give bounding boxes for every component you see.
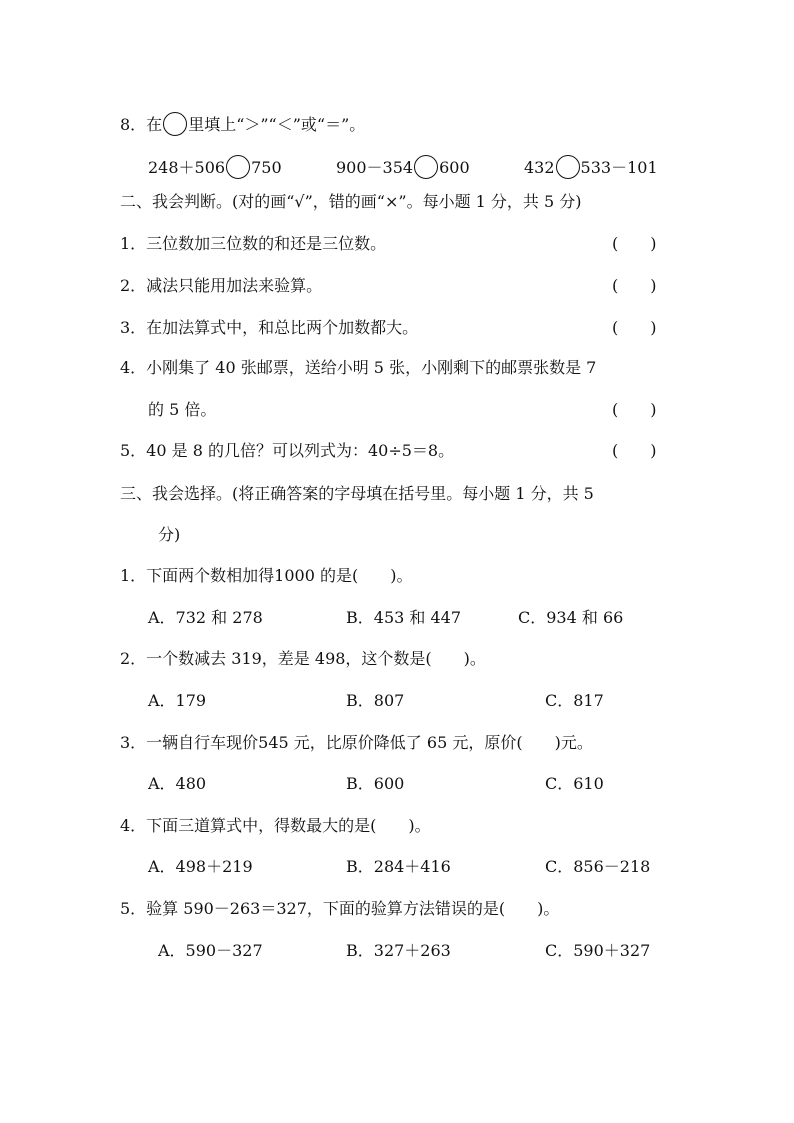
choice-question-2: 2．一个数减去 319，差是 498，这个数是( )。 bbox=[120, 649, 486, 668]
answer-parentheses[interactable]: ( ) bbox=[612, 400, 657, 419]
q8-item-1: 248＋506 750 bbox=[148, 155, 282, 179]
judge-item-4: 4．小刚集了 40 张邮票，送给小明 5 张，小刚剩下的邮票张数是 7 bbox=[120, 358, 597, 377]
q8-item-3: 432 533－101 bbox=[524, 155, 658, 179]
option-c[interactable]: C．856－218 bbox=[545, 857, 651, 876]
q8-instruction: 8．在 里填上“＞”“＜”或“＝”。 bbox=[120, 112, 365, 136]
option-a[interactable]: A．480 bbox=[148, 774, 207, 793]
comparison-circle[interactable] bbox=[414, 155, 438, 179]
option-c[interactable]: C．934 和 66 bbox=[518, 608, 624, 627]
option-b[interactable]: B．327＋263 bbox=[346, 941, 451, 960]
option-b[interactable]: B．600 bbox=[346, 774, 405, 793]
section3-title-cont: 分) bbox=[158, 525, 181, 544]
section2-title: 二、我会判断。(对的画“√”，错的画“×”。每小题 1 分，共 5 分) bbox=[120, 192, 582, 211]
answer-parentheses[interactable]: ( ) bbox=[612, 318, 657, 337]
option-b[interactable]: B．453 和 447 bbox=[346, 608, 462, 627]
choice-question-1: 1．下面两个数相加得1000 的是( )。 bbox=[120, 566, 413, 585]
choice-question-4: 4．下面三道算式中，得数最大的是( )。 bbox=[120, 816, 431, 835]
comparison-circle[interactable] bbox=[226, 155, 250, 179]
option-c[interactable]: C．590＋327 bbox=[545, 941, 651, 960]
section3-title: 三、我会选择。(将正确答案的字母填在括号里。每小题 1 分，共 5 bbox=[120, 484, 594, 503]
judge-item-5: 5．40 是 8 的几倍？可以列式为：40÷5＝8。 bbox=[120, 441, 455, 460]
answer-parentheses[interactable]: ( ) bbox=[612, 441, 657, 460]
option-a[interactable]: A．179 bbox=[148, 691, 207, 710]
judge-item-3: 3．在加法算式中，和总比两个加数都大。 bbox=[120, 318, 419, 337]
option-a[interactable]: A．590－327 bbox=[158, 941, 263, 960]
option-a[interactable]: A．498＋219 bbox=[148, 857, 253, 876]
choice-question-5: 5．验算 590－263＝327，下面的验算方法错误的是( )。 bbox=[120, 899, 560, 918]
option-b[interactable]: B．807 bbox=[346, 691, 405, 710]
comparison-circle[interactable] bbox=[163, 112, 187, 136]
option-b[interactable]: B．284＋416 bbox=[346, 857, 451, 876]
judge-item-1: 1．三位数加三位数的和还是三位数。 bbox=[120, 234, 387, 253]
option-c[interactable]: C．817 bbox=[545, 691, 604, 710]
choice-question-3: 3．一辆自行车现价545 元，比原价降低了 65 元，原价( )元。 bbox=[120, 733, 593, 752]
answer-parentheses[interactable]: ( ) bbox=[612, 234, 657, 253]
option-a[interactable]: A．732 和 278 bbox=[148, 608, 263, 627]
judge-item-4-cont: 的 5 倍。 bbox=[148, 400, 217, 419]
q8-item-2: 900－354 600 bbox=[336, 155, 470, 179]
judge-item-2: 2．减法只能用加法来验算。 bbox=[120, 276, 323, 295]
answer-parentheses[interactable]: ( ) bbox=[612, 276, 657, 295]
comparison-circle[interactable] bbox=[556, 155, 580, 179]
option-c[interactable]: C．610 bbox=[545, 774, 604, 793]
